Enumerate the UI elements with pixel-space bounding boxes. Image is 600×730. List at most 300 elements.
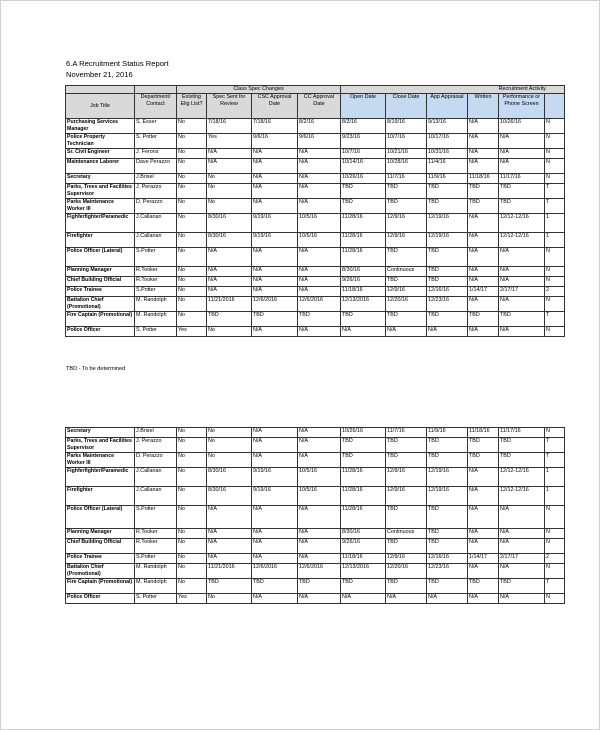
table-cell: N/A: [252, 529, 298, 539]
col-header: Performance or Phone Screen: [499, 94, 545, 119]
table-cell: N/A: [298, 428, 341, 438]
table-cell: N/A: [499, 594, 545, 604]
job-title-cell: Purchasing Services Manager: [66, 119, 135, 134]
table-cell: S. Potter: [135, 594, 177, 604]
table-cell: N/A: [468, 134, 499, 149]
table-cell: TBD: [386, 199, 427, 214]
table-cell: TBD: [427, 277, 468, 287]
table-cell: No: [177, 277, 207, 287]
table-cell: D. Perazzo: [135, 199, 177, 214]
table-cell: N/A: [468, 297, 499, 312]
job-title-cell: Firefighter: [66, 233, 135, 248]
table-cell: M. Randolph: [135, 312, 177, 327]
table-cell: N/A: [468, 487, 499, 506]
table-row: [66, 159, 565, 174]
table-cell: J.Callanan: [135, 468, 177, 487]
table-cell: TBD: [207, 312, 252, 327]
col-header: Existing Elig List?: [177, 94, 207, 119]
table-cell: 11/4/16: [427, 159, 468, 174]
table-cell: No: [177, 539, 207, 554]
table-cell: 8/19/16: [386, 119, 427, 134]
table-cell: 10/5/16: [298, 487, 341, 506]
table-cell: TBD: [499, 312, 545, 327]
table-cell: 11/28/16: [341, 233, 386, 248]
table-cell: 10/14/16: [341, 159, 386, 174]
table-cell: N/A: [468, 468, 499, 487]
job-title-cell: Police Trainee: [66, 287, 135, 297]
table-cell: N/A: [298, 277, 341, 287]
job-title-cell: Battalion Chief (Promotional): [66, 297, 135, 312]
table-cell: TBD: [427, 539, 468, 554]
col-header: Department/ Contact: [135, 94, 177, 119]
table-cell: 1/14/17: [468, 554, 499, 564]
table-cell: N/A: [252, 539, 298, 554]
table-cell: TBD: [499, 579, 545, 594]
col-header: Open Date: [341, 94, 386, 119]
table-cell: 1: [545, 233, 565, 248]
table-cell: T: [545, 579, 565, 594]
table-cell: 8/30/16: [207, 487, 252, 506]
table-cell: N/A: [468, 539, 499, 554]
group-class-spec: Class Spec Changes: [177, 86, 341, 94]
table-cell: N/A: [499, 277, 545, 287]
col-header: Job Title: [66, 94, 135, 119]
table-cell: 10/7/16: [341, 149, 386, 159]
table-cell: N: [545, 539, 565, 554]
table-cell: TBD: [427, 453, 468, 468]
table-cell: TBD: [427, 199, 468, 214]
column-header-row: [66, 94, 565, 119]
table-cell: N/A: [207, 149, 252, 159]
table-cell: No: [177, 564, 207, 579]
table-cell: 10/5/16: [298, 214, 341, 233]
table-cell: 10/5/16: [298, 468, 341, 487]
table-cell: TBD: [427, 248, 468, 267]
table-cell: N/A: [298, 199, 341, 214]
table-cell: TBD: [468, 184, 499, 199]
table-cell: No: [177, 214, 207, 233]
table-cell: N/A: [386, 594, 427, 604]
table-cell: 11/28/16: [341, 506, 386, 529]
job-title-cell: Parks, Trees and Facilities Supervisor: [66, 184, 135, 199]
table-cell: N/A: [207, 539, 252, 554]
table-cell: N: [545, 267, 565, 277]
table-cell: TBD: [499, 438, 545, 453]
table-cell: N: [545, 134, 565, 149]
col-header: Written: [468, 94, 499, 119]
table-cell: N/A: [252, 554, 298, 564]
table-cell: 8/3/16: [341, 119, 386, 134]
table-cell: 12/19/16: [427, 233, 468, 248]
table-row: [66, 174, 565, 184]
table-cell: TBD: [207, 579, 252, 594]
table-cell: J.Callanan: [135, 487, 177, 506]
col-header: App Appraisal: [427, 94, 468, 119]
table-cell: N/A: [499, 564, 545, 579]
table-cell: No: [177, 554, 207, 564]
table-cell: N/A: [468, 267, 499, 277]
table-cell: N/A: [499, 327, 545, 337]
table-cell: 12/9/16: [386, 214, 427, 233]
job-title-cell: Police Officer: [66, 594, 135, 604]
col-header: Close Date: [386, 94, 427, 119]
table-cell: TBD: [386, 453, 427, 468]
table-cell: TBD: [386, 438, 427, 453]
table-cell: D. Perazzo: [135, 453, 177, 468]
table-cell: TBD: [468, 453, 499, 468]
table-cell: 12/12-12/16: [499, 468, 545, 487]
table-cell: R.Tooker: [135, 529, 177, 539]
table-cell: N/A: [252, 149, 298, 159]
table-cell: 12/12-12/16: [499, 487, 545, 506]
table-cell: 11/28/16: [341, 248, 386, 267]
table-cell: N/A: [341, 327, 386, 337]
table-cell: N: [545, 327, 565, 337]
table-cell: 12/12-12/16: [499, 233, 545, 248]
table-row: [66, 594, 565, 604]
table-row: [66, 119, 565, 134]
table-cell: J.Callanan: [135, 233, 177, 248]
job-title-cell: Police Property Technician: [66, 134, 135, 149]
table-row: [66, 506, 565, 529]
table-cell: N/A: [468, 233, 499, 248]
table-cell: TBD: [386, 539, 427, 554]
table-cell: N/A: [427, 327, 468, 337]
table-cell: 12/16/16: [427, 554, 468, 564]
table-cell: M. Randolph: [135, 297, 177, 312]
table-row: [66, 579, 565, 594]
table-cell: TBD: [386, 579, 427, 594]
report-date: November 21, 2016: [66, 70, 133, 79]
table-cell: 11/21/2016: [207, 564, 252, 579]
table-cell: N/A: [252, 327, 298, 337]
job-title-cell: Sr. Civil Engineer: [66, 149, 135, 159]
recruitment-table-1: [65, 85, 600, 337]
table-cell: N/A: [207, 506, 252, 529]
table-cell: N/A: [298, 248, 341, 267]
table-cell: N: [545, 248, 565, 267]
table-cell: J.Callanan: [135, 214, 177, 233]
table-cell: No: [207, 428, 252, 438]
table-cell: Yes: [207, 134, 252, 149]
col-header: Spec Sent for Review: [207, 94, 252, 119]
table-cell: S.Potter: [135, 287, 177, 297]
table-cell: TBD: [341, 312, 386, 327]
table-cell: N/A: [207, 159, 252, 174]
table-cell: N: [545, 529, 565, 539]
table-cell: N/A: [499, 149, 545, 159]
table-cell: Continuous: [386, 267, 427, 277]
table-cell: N/A: [252, 453, 298, 468]
table-cell: R.Tooker: [135, 539, 177, 554]
table-cell: 12/13/2016: [341, 564, 386, 579]
table-cell: N/A: [468, 327, 499, 337]
table-cell: TBD: [298, 579, 341, 594]
table-cell: N/A: [468, 564, 499, 579]
table-cell: T: [545, 199, 565, 214]
table-row: [66, 327, 565, 337]
table-cell: TBD: [386, 184, 427, 199]
table-cell: No: [177, 134, 207, 149]
table-cell: J. Ferons: [135, 149, 177, 159]
table-cell: N/A: [298, 327, 341, 337]
table-row: [66, 539, 565, 554]
table-cell: 11/28/16: [341, 487, 386, 506]
table-cell: N/A: [252, 199, 298, 214]
table-cell: 11/17/16: [499, 428, 545, 438]
table-cell: T: [545, 184, 565, 199]
table-cell: N/A: [298, 184, 341, 199]
table-cell: N/A: [298, 159, 341, 174]
table-cell: 1/14/17: [468, 287, 499, 297]
table-cell: Dave Perazzo: [135, 159, 177, 174]
table-cell: 11/9/16: [427, 174, 468, 184]
job-title-cell: Chief Building Official: [66, 277, 135, 287]
table-cell: 9/19/16: [252, 214, 298, 233]
table-cell: TBD: [341, 579, 386, 594]
table-cell: TBD: [427, 312, 468, 327]
table-cell: 12/12-12/16: [499, 214, 545, 233]
table-cell: T: [545, 453, 565, 468]
table-row: [66, 287, 565, 297]
table-row: [66, 184, 565, 199]
table-body: [66, 119, 565, 337]
table-cell: N/A: [468, 529, 499, 539]
table-cell: N/A: [298, 506, 341, 529]
table-cell: N/A: [298, 453, 341, 468]
table-cell: TBD: [341, 438, 386, 453]
table-cell: J. Perazzo: [135, 184, 177, 199]
table-row: [66, 554, 565, 564]
table-cell: N: [545, 159, 565, 174]
table-cell: No: [177, 468, 207, 487]
table-cell: N/A: [468, 119, 499, 134]
table-cell: 2: [545, 287, 565, 297]
table-row: [66, 233, 565, 248]
table-cell: No: [177, 184, 207, 199]
table-cell: 10/26/16: [341, 428, 386, 438]
table-cell: N/A: [386, 327, 427, 337]
table-row: [66, 529, 565, 539]
table-cell: No: [177, 579, 207, 594]
table-cell: TBD: [468, 199, 499, 214]
table-cell: No: [177, 233, 207, 248]
table-cell: N/A: [499, 267, 545, 277]
table-cell: 12/9/16: [386, 233, 427, 248]
table-cell: N/A: [298, 529, 341, 539]
table-row: [66, 277, 565, 287]
table-cell: N/A: [252, 594, 298, 604]
table-cell: T: [545, 312, 565, 327]
table-cell: TBD: [386, 248, 427, 267]
table-cell: N/A: [468, 214, 499, 233]
table-cell: No: [177, 506, 207, 529]
table-cell: 7/18/16: [207, 119, 252, 134]
table-cell: N/A: [298, 594, 341, 604]
table-cell: N/A: [252, 174, 298, 184]
table-cell: 12/20/16: [386, 564, 427, 579]
table-cell: 10/31/16: [427, 149, 468, 159]
table-cell: TBD: [298, 312, 341, 327]
table-cell: 10/26/16: [499, 119, 545, 134]
table-cell: N: [545, 149, 565, 159]
table-cell: N/A: [499, 529, 545, 539]
table-cell: 8/30/16: [207, 214, 252, 233]
job-title-cell: Chief Building Official: [66, 539, 135, 554]
table-cell: R.Tooker: [135, 277, 177, 287]
table-cell: S.Potter: [135, 248, 177, 267]
table-cell: No: [177, 438, 207, 453]
job-title-cell: Fighferfighter/Paramedic: [66, 468, 135, 487]
table-cell: N/A: [298, 149, 341, 159]
table-cell: N/A: [252, 267, 298, 277]
table-cell: M. Randolph: [135, 579, 177, 594]
recruitment-table: [65, 427, 565, 604]
table-cell: TBD: [468, 438, 499, 453]
job-title-cell: Fighferfighter/Paramedic: [66, 214, 135, 233]
table-cell: N/A: [427, 594, 468, 604]
table-cell: N/A: [499, 506, 545, 529]
table-cell: N/A: [468, 159, 499, 174]
table-cell: 9/6/16: [298, 134, 341, 149]
table-cell: No: [207, 453, 252, 468]
table-cell: N/A: [468, 277, 499, 287]
table-cell: TBD: [386, 277, 427, 287]
table-cell: Yes: [177, 327, 207, 337]
table-cell: TBD: [386, 506, 427, 529]
table-cell: TBD: [427, 529, 468, 539]
table-cell: R.Tooker: [135, 267, 177, 277]
table-cell: TBD: [252, 579, 298, 594]
table-cell: 12/13/2016: [341, 297, 386, 312]
table-cell: TBD: [468, 312, 499, 327]
table-row: [66, 134, 565, 149]
table-cell: N/A: [252, 287, 298, 297]
table-cell: S. Esser: [135, 119, 177, 134]
table-cell: J.Brisel: [135, 428, 177, 438]
recruitment-table-2: [65, 427, 600, 604]
table-cell: No: [207, 184, 252, 199]
table-cell: 12/9/16: [386, 468, 427, 487]
table-cell: No: [177, 119, 207, 134]
table-cell: 11/7/16: [386, 174, 427, 184]
table-cell: 11/9/16: [427, 428, 468, 438]
job-title-cell: Battalion Chief (Promotional): [66, 564, 135, 579]
table-cell: 11/7/16: [386, 428, 427, 438]
table-cell: 11/17/16: [499, 174, 545, 184]
job-title-cell: Planning Manager: [66, 267, 135, 277]
table-cell: 9/19/16: [252, 487, 298, 506]
table-cell: N: [545, 428, 565, 438]
report-header: [66, 58, 169, 80]
tbd-note: TBD - To be determined: [66, 366, 126, 372]
table-cell: TBD: [341, 184, 386, 199]
table-cell: No: [177, 428, 207, 438]
table-cell: Continuous: [386, 529, 427, 539]
table-cell: Yes: [177, 594, 207, 604]
table-cell: 12/6/2016: [298, 297, 341, 312]
table-cell: M. Randolph: [135, 564, 177, 579]
table-cell: TBD: [427, 506, 468, 529]
table-cell: 10/28/16: [386, 159, 427, 174]
table-row: [66, 564, 565, 579]
col-header: [545, 94, 565, 119]
table-cell: TBD: [427, 579, 468, 594]
table-cell: S. Potter: [135, 134, 177, 149]
table-cell: 1: [545, 468, 565, 487]
table-cell: 9/6/16: [252, 134, 298, 149]
table-cell: TBD: [499, 184, 545, 199]
table-cell: 8/2/16: [298, 119, 341, 134]
job-title-cell: Secretary: [66, 174, 135, 184]
table-cell: N/A: [207, 529, 252, 539]
table-cell: N/A: [341, 594, 386, 604]
table-cell: 8/30/16: [341, 267, 386, 277]
table-cell: N/A: [468, 149, 499, 159]
table-row: [66, 312, 565, 327]
table-cell: TBD: [427, 267, 468, 277]
table-cell: N/A: [298, 554, 341, 564]
table-cell: No: [177, 287, 207, 297]
table-cell: No: [207, 438, 252, 453]
job-title-cell: Parks, Trees and Facilities Supervisor: [66, 438, 135, 453]
recruitment-table: [65, 85, 565, 337]
table-cell: No: [177, 312, 207, 327]
table-row: [66, 453, 565, 468]
table-cell: S.Potter: [135, 554, 177, 564]
table-cell: 11/18/16: [341, 287, 386, 297]
table-cell: No: [207, 174, 252, 184]
table-cell: N/A: [252, 248, 298, 267]
table-cell: 2/17/17: [499, 554, 545, 564]
table-cell: N: [545, 564, 565, 579]
table-cell: TBD: [427, 184, 468, 199]
table-cell: 1: [545, 487, 565, 506]
table-cell: 12/19/16: [427, 487, 468, 506]
table-cell: N/A: [499, 159, 545, 174]
job-title-cell: Fire Captain (Promotional): [66, 312, 135, 327]
table-cell: N/A: [252, 277, 298, 287]
table-cell: No: [207, 327, 252, 337]
table-cell: N/A: [499, 297, 545, 312]
table-cell: 9/19/16: [252, 233, 298, 248]
table-cell: N/A: [499, 248, 545, 267]
col-header: CC Approval Date: [298, 94, 341, 119]
table-cell: N/A: [252, 428, 298, 438]
table-cell: 2: [545, 554, 565, 564]
table-cell: No: [177, 159, 207, 174]
table-cell: TBD: [341, 453, 386, 468]
table-cell: N/A: [298, 267, 341, 277]
table-cell: N/A: [298, 174, 341, 184]
job-title-cell: Police Trainee: [66, 554, 135, 564]
table-row: [66, 297, 565, 312]
table-cell: 12/16/16: [427, 287, 468, 297]
table-cell: S. Potter: [135, 327, 177, 337]
table-cell: N/A: [468, 594, 499, 604]
job-title-cell: Secretary: [66, 428, 135, 438]
table-cell: N/A: [468, 506, 499, 529]
table-cell: N: [545, 277, 565, 287]
group-header-row: [66, 86, 565, 94]
table-cell: 9/13/16: [427, 119, 468, 134]
table-cell: 9/23/16: [341, 134, 386, 149]
table-cell: 10/26/16: [341, 174, 386, 184]
table-cell: 11/18/16: [341, 554, 386, 564]
table-cell: 9/26/16: [341, 277, 386, 287]
table-cell: 12/9/16: [386, 287, 427, 297]
table-cell: No: [177, 297, 207, 312]
